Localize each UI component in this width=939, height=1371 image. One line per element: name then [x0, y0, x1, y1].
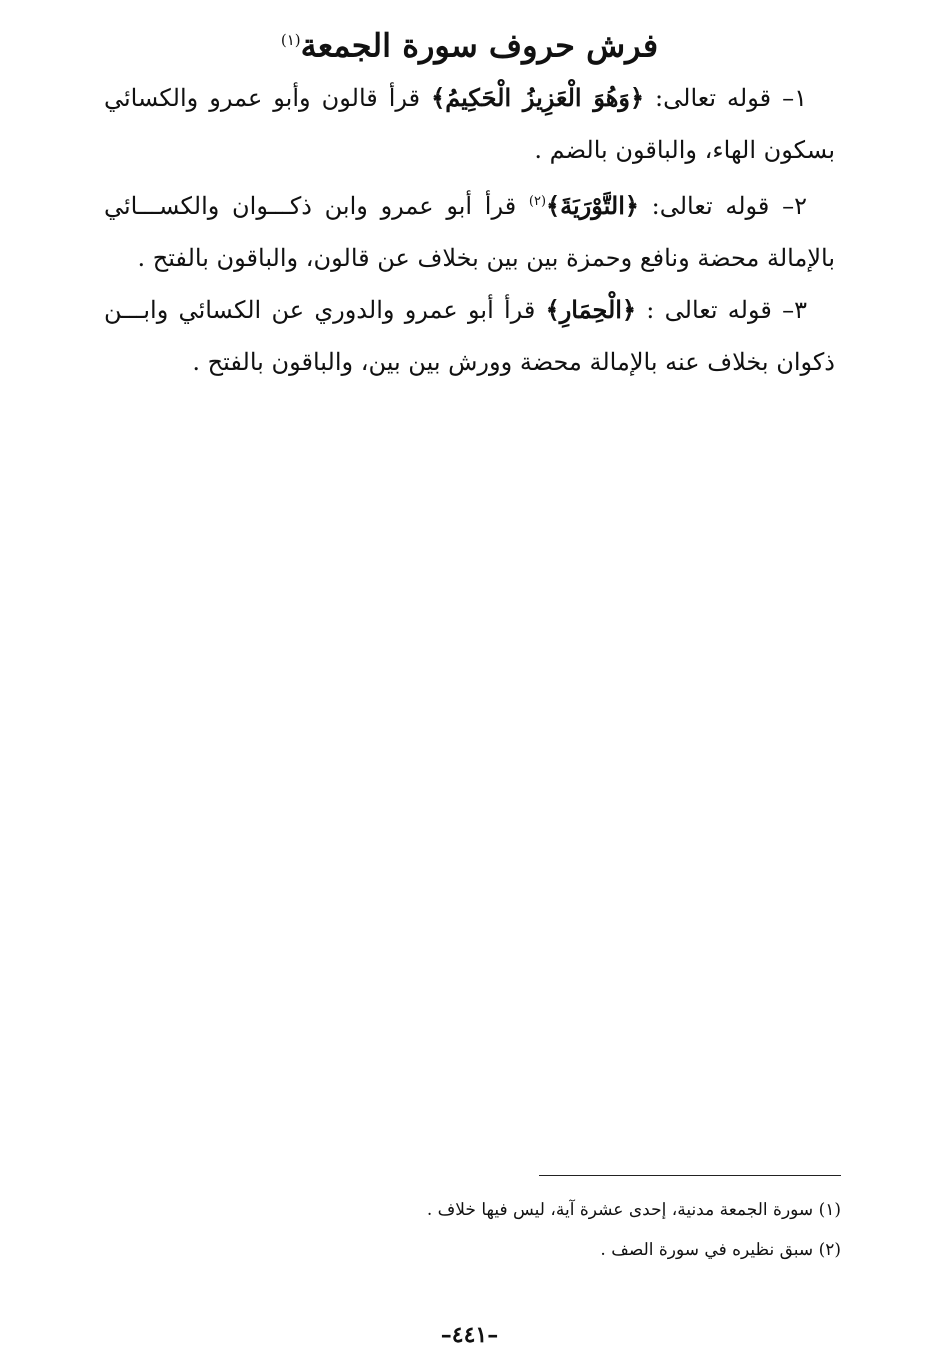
footnote-divider — [539, 1175, 841, 1176]
footnote-1: (١) سورة الجمعة مدنية، إحدى عشرة آية، ليس فيها خلاف . — [426, 1200, 841, 1220]
item-2-footnote-ref: (٢) — [528, 194, 547, 209]
item-2-quote: ﴿التَّوْرَيَةَ﴾ — [546, 191, 639, 220]
paragraph-3 — [104, 284, 835, 388]
paragraph-1 — [104, 72, 835, 176]
item-2-text: قرأ أبو عمرو وابن ذكـــوان والكســـائي بالإمالة محضة ونافع وحمزة بين بين بخلاف عن قالون، والباقون بالفتح . — [104, 192, 835, 272]
item-1-quote: ﴿وَهُوَ الْعَزِيزُ الْحَكِيمُ﴾ — [431, 83, 645, 112]
title-text: فرش حروف سورة الجمعة — [300, 26, 659, 65]
page-number: –٤٤١– — [440, 1322, 499, 1348]
paragraph-2 — [104, 176, 835, 284]
title-footnote-ref: (١) — [280, 31, 301, 49]
main-text — [104, 72, 835, 388]
footnote-2: (٢) سبق نظيره في سورة الصف . — [600, 1240, 841, 1260]
item-2-prefix: ٢– قوله تعالى: — [638, 192, 808, 220]
footnotes — [98, 1190, 841, 1270]
item-3-prefix: ٣– قوله تعالى : — [636, 296, 807, 324]
page-title — [100, 16, 839, 70]
item-3-text: قرأ أبو عمرو والدوري عن الكسائي وابـــن ذكوان بخلاف عنه بالإمالة محضة وورش بين بين، والباقون بالفتح . — [104, 296, 835, 376]
item-3-quote: ﴿الْحِمَارِ﴾ — [545, 295, 637, 324]
item-1-text: قرأ قالون وأبو عمرو والكسائي بسكون الهاء، والباقون بالضم . — [104, 84, 835, 164]
item-1-prefix: ١– قوله تعالى: — [644, 84, 807, 112]
